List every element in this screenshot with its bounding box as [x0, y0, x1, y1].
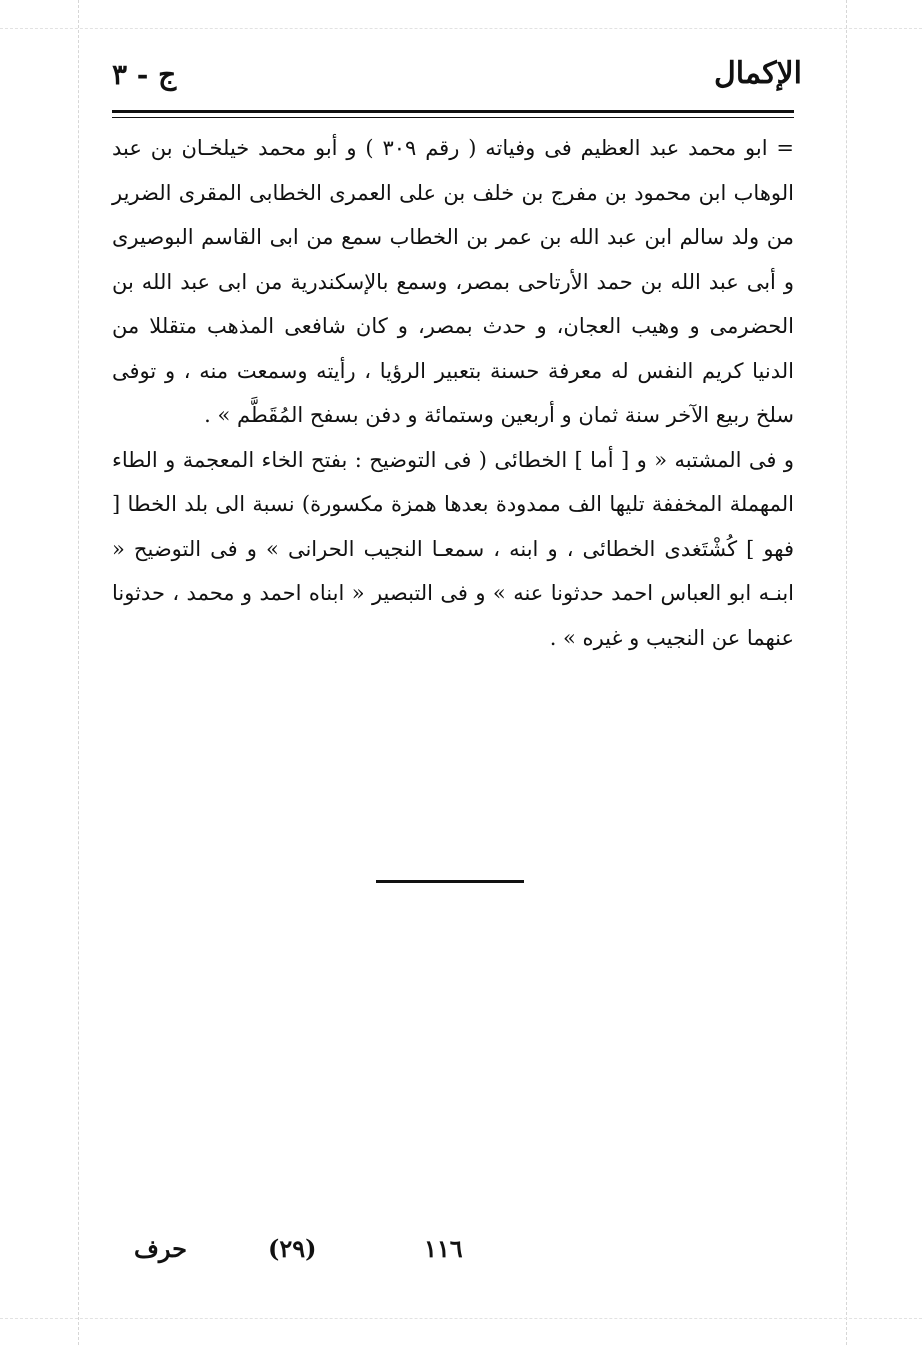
scan-guide-bottom	[0, 1318, 922, 1319]
header-rule-thin	[112, 117, 794, 118]
paragraph-2: و فى المشتبه « و [ أما ] الخطائى ( فى التوضيح : بفتح الخاء المعجمة و الطاء المهملة المخففة تليها الف ممدودة بعدها همزة مكسورة) نسبة الى بلد الخطا [ فهو ] كُشْتَغدى الخطائى ، و ابنه ، سمعـا النجيب الحرانى » و فى التوضيح « ابنـه ابو العباس احمد حدثونا عنه » و فى التبصير « ابناه احمد و محمد ، حدثونا عنهما عن النجيب و غيره » .	[112, 447, 794, 650]
section-divider	[376, 880, 524, 883]
page-number: ١١٦	[424, 1234, 463, 1263]
scan-guide-left	[78, 0, 79, 1345]
sheet-number: (٢٩)	[268, 1234, 317, 1263]
scan-guide-right	[846, 0, 847, 1345]
scan-guide-top	[0, 28, 922, 29]
signature-mark: حرف	[134, 1234, 187, 1263]
volume-label: ج - ٣	[112, 58, 177, 91]
footnote-text	[112, 126, 794, 660]
book-title: الإكمال	[713, 56, 802, 91]
page-header	[112, 56, 802, 106]
header-rule-thick	[112, 110, 794, 113]
paragraph-1: = ابو محمد عبد العظيم فى وفياته ( رقم ٣٠٩ ) و أبو محمد خيلخـان بن عبد الوهاب ابن محمود بن مفرج بن خلف بن على العمرى الخطابى المقرى الضرير من ولد سالم ابن عبد الله بن عمر بن الخطاب سمع من ابى القاسم البوصيرى و أبى عبد الله بن حمد الأرتاحى بمصر، وسمع بالإسكندرية من ابى عبد الله بن الحضرمى و وهيب العجان، و حدث بمصر، و كان شافعى المذهب متقللا من الدنيا كريم النفس له معرفة حسنة بتعبير الرؤيا ، رأيته وسمعت منه ، و توفى سلخ ربيع الآخر سنة ثمان و أربعين وستمائة و دفن بسفح المُقَطَّم » .	[112, 136, 795, 427]
